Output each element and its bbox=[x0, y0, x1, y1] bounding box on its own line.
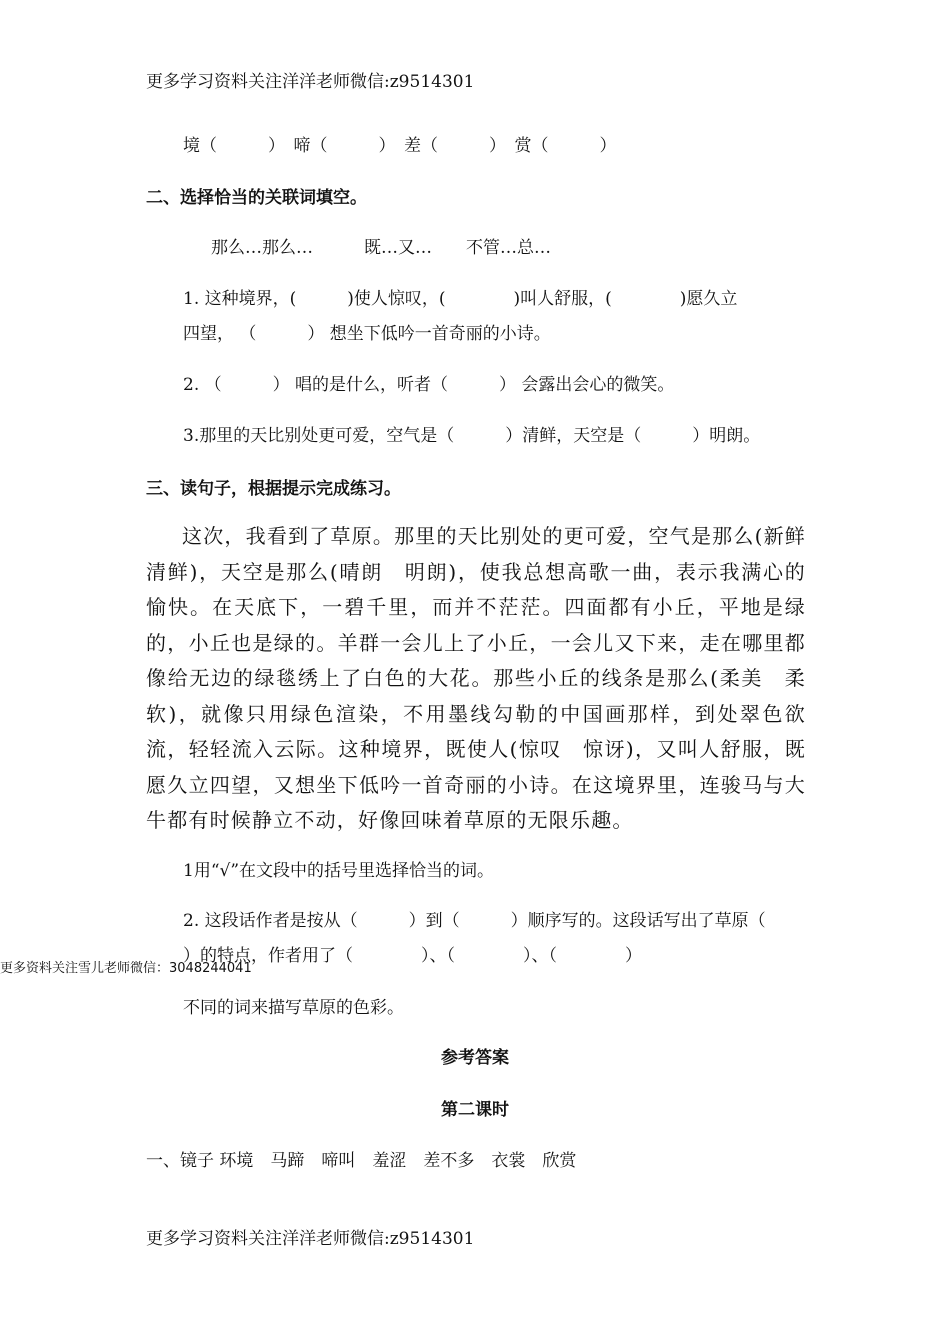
side-watermark: 更多资料关注雪儿老师微信：3048244041 bbox=[0, 961, 252, 976]
section2-question1-line1: 1. 这种境界，( )使人惊叹，( )叫人舒服，( )愿久立 bbox=[183, 289, 738, 309]
reading-passage: 这次，我看到了草原。那里的天比别处的更可爱，空气是那么(新鲜 清鲜)，天空是那么(晴朗 明朗)，使我总想高歌一曲，表示我满心的愉快。在天底下，一碧千里，而并不茫茫。四面都有小丘，平地是绿的，小丘也是绿的。羊群一会儿上了小丘，一会儿又下来，走在哪里都像给无边的绿毯绣上了白色的大花。那些小丘的线条是那么(柔美 柔软)，就像只用绿色渲染，不用墨线勾勒的中国画那样，到处翠色欲流，轻轻流入云际。这种境界，既使人(惊叹 惊讶)，又叫人舒服，既愿久立四望，又想坐下低吟一首奇丽的小诗。在这境界里，连骏马与大牛都有时候静立不动，好像回味着草原的无限乐趣。 bbox=[146, 524, 828, 832]
section1-remaining-items: 境（ ） 啼（ ） 差（ ） 赏（ ） bbox=[183, 136, 617, 156]
section3-title: 三、读句子，根据提示完成练习。 bbox=[146, 479, 401, 499]
section2-question2: 2. （ ） 唱的是什么，听者（ ） 会露出会心的微笑。 bbox=[183, 375, 675, 395]
answers-title: 参考答案 bbox=[441, 1048, 509, 1068]
answers-subtitle: 第二课时 bbox=[441, 1100, 509, 1120]
section3-question2-line2: ）的特点，作者用了（ ）、（ ）、（ ） bbox=[183, 946, 642, 966]
section3-question2-line1: 2. 这段话作者是按从（ ）到（ ）顺序写的。这段话写出了草原（ bbox=[183, 911, 766, 931]
answers-line1: 一、镜子 环境 马蹄 啼叫 羞涩 差不多 衣裳 欣赏 bbox=[146, 1151, 577, 1171]
section2-title: 二、选择恰当的关联词填空。 bbox=[146, 188, 367, 208]
section3-question1: 1用“√”在文段中的括号里选择恰当的词。 bbox=[183, 861, 495, 881]
section2-question3: 3.那里的天比别处更可爱，空气是（ ）清鲜，天空是（ ）明朗。 bbox=[183, 426, 761, 446]
section3-question2-line3: 不同的词来描写草原的色彩。 bbox=[183, 998, 404, 1018]
footer-watermark: 更多学习资料关注洋洋老师微信:z9514301 bbox=[146, 1229, 475, 1249]
header-watermark: 更多学习资料关注洋洋老师微信:z9514301 bbox=[146, 72, 475, 92]
section2-options: 那么…那么… 既…又… 不管…总… bbox=[211, 238, 551, 258]
section2-question1-line2: 四望， （ ） 想坐下低吟一首奇丽的小诗。 bbox=[183, 324, 551, 344]
